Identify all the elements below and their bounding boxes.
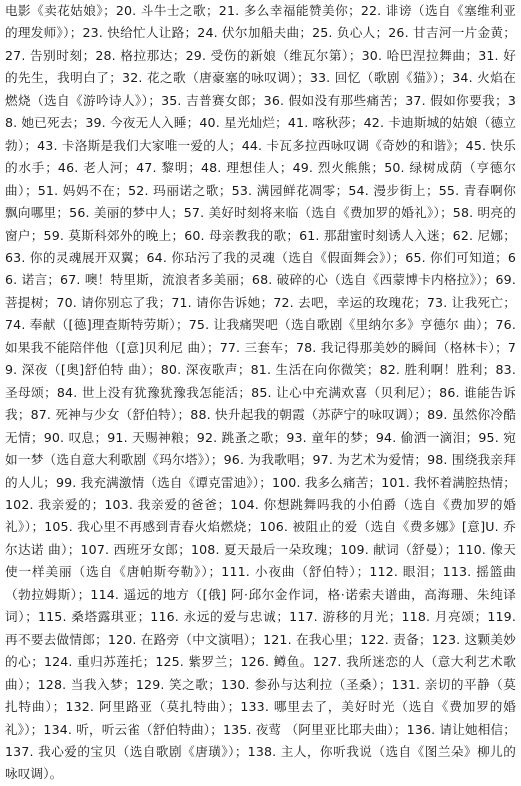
song-list-paragraph: 电影《卖花姑娘》；20. 斗牛士之歌；21. 多么幸福能赞美你；22. 诽谤（选自《塞维利亚的理发师》）；23. 快给忙人让路；24. 伏尔加船夫曲；25. 负心人；26. 甘吉河一片金黄；27. 告别时刻；28. 格拉那达；29. 受伤的新娘（维瓦尔第）；30. 哈巴涅拉舞曲；31. 好的先生，我明白了；32. 花之歌（唐豪塞的咏叹调）；33. 回忆（歌剧《猫》）；34. 火焰在燃烧（选自《游吟诗人》）；35. 吉普赛女郎；36. 假如没有那些痛苦；37. 假如你要我；38. 她已死去；39. 今夜无人入睡；40. 星光灿烂；41. 喀秋莎；42. 卡迪斯城的姑娘（德立勃）；43. 卡洛斯是我们大家唯一爱的人；44. 卡瓦多拉西咏叹调《奇妙的和谐》；45. 快乐的水手；46. 老人河；47. 黎明；48. 理想佳人；49. 烈火熊熊；50. 绿树成荫（亨德尔 曲）；51. 妈妈不在；52. 玛丽诺之歌；53. 满园鲜花凋零；54. 漫步街上；55. 青春啊你飘向哪里；56. 美丽的梦中人；57. 美好时刻将来临（选自《费加罗的婚礼》）；58. 明亮的窗户；59. 莫斯科郊外的晚上；60. 母亲教我的歌；61. 那甜蜜时刻诱人入迷；62. 尼娜；63. 你的灵魂展开双翼；64. 你玷污了我的灵魂（选自《假面舞会》）；65. 你们可知道；66. 诺言；67. 噢！特里斯，流浪者多美丽；68. 破碎的心（选自《西蒙博卡内格拉》）；69. 菩提树；70. 请你别忘了我；71. 请你告诉她；72. 去吧，幸运的玫瑰花；73. 让我死亡；74. 奉献（[德]理查斯特劳斯）；75. 让我痛哭吧（选自歌剧《里纳尔多》亨德尔 曲）；76. 如果我不能陪伴他（[意]贝利尼 曲）；77. 三套车；78. 我记得那美妙的瞬间（格林卡）；79. 深夜（[奥]舒伯特 曲）；80. 深夜歌声；81. 生活在向你微笑；82. 胜利啊！胜利；83. 圣母颂；84. 世上没有犹豫犹豫我怎能活；85. 让心中充满欢喜（贝利尼）；86. 谁能告诉我；87. 死神与少女（舒伯特）；88. 快升起我的朝霞（苏萨宁的咏叹调）；89. 虽然你冷酷无情；90. 叹息；91. 天赐神粮；92. 跳蚤之歌；93. 童年的梦；94. 偷洒一滴泪；95. 宛如一梦（选自意大利歌剧《玛尔塔》）；96. 为我歌唱；97. 为艺术为爱情；98. 围绕我亲拜的人儿；99. 我充满激情（选自《谭克雷迪》）；100. 我多么痛苦；101. 我怀着满腔热情；102. 我亲爱的；103. 我亲爱的爸爸；104. 你想跳舞吗我的小伯爵（选自《费加罗的婚礼》）；105. 我心里不再感到青春火焰燃烧；106. 被阻止的爱（选自《费多娜》[意]U. 乔尔达诺 曲）；107. 西班牙女郎；108. 夏天最后一朵玫瑰；109. 献词（舒曼）；110. 像天使一样美丽（选自《唐帕斯夸勒》）；111. 小夜曲（舒伯特）；112. 眼泪；113. 摇篮曲（勃拉姆斯）；114. 遥远的地方（[俄] 阿·邱尔金作词，格·诺索夫谱曲，高海珊、朱纯译词）；115. 桑塔露琪亚；116. 永远的爱与忠诚；117. 游移的月光；118. 月亮颂；119. 再不要去做情郎；120. 在路旁（中文演唱）；121. 在我心里；122. 责备；123. 这颗美妙的心；124. 重归苏莲托；125. 紫罗兰；126. 鳟鱼。127. 我所迷恋的人（意大利艺术歌曲）；128. 当我入梦；129. 笑之歌；130. 参孙与达利拉（圣桑）；131. 亲切的平静（莫扎特曲）；132. 阿里路亚（莫扎特曲）；133. 哪里去了，美好时光（选自《费加罗的婚礼》）；134. 听，听云雀（舒伯特曲）；135. 夜莺 （阿里亚比耶夫曲）；136. 请让她相信；137. 我心爱的宝贝（选自歌剧《唐璜》）；138. 主人，你听我说（选自《图兰朵》柳儿的咏叹调）。 [5, 3, 516, 782]
